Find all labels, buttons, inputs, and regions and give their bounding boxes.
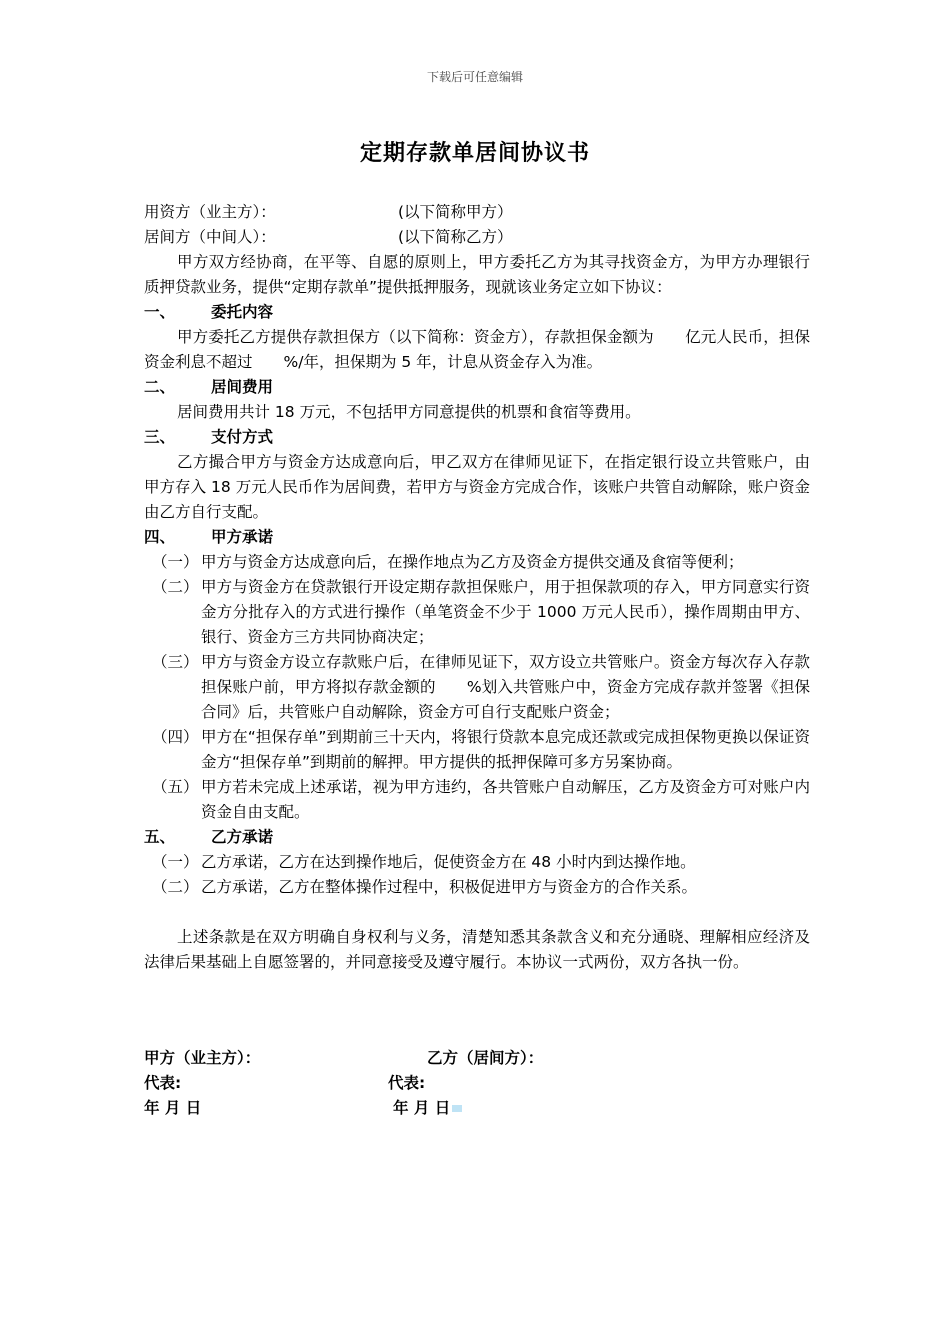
text-cursor-icon bbox=[452, 1105, 462, 1112]
list-item-text: 甲方与资金方设立存款账户后，在律师见证下，双方设立共管账户。资金方每次存入存款担保账户前，甲方将拟存款金额的 %划入共管账户中，资金方完成存款并签署《担保合同》后，共管账户自动解除，资金方可自行支配账户资金； bbox=[201, 653, 810, 721]
list-item bbox=[144, 550, 810, 575]
section-title: 乙方承诺 bbox=[211, 828, 274, 846]
signature-dates bbox=[144, 1096, 810, 1121]
section-heading bbox=[144, 525, 810, 550]
party-b-line bbox=[144, 225, 810, 250]
section-title: 委托内容 bbox=[211, 303, 274, 321]
party-b-date: 年 月 日 bbox=[393, 1099, 451, 1117]
list-item-text: 甲方若未完成上述承诺，视为甲方违约，各共管账户自动解压，乙方及资金方可对账户内资金自由支配。 bbox=[201, 778, 810, 821]
list-item-number: （三） bbox=[152, 653, 199, 671]
signature-representatives bbox=[144, 1071, 810, 1096]
closing-paragraph: 上述条款是在双方明确自身权利与义务，清楚知悉其条款含义和充分通晓、理解相应经济及法律后果基础上自愿签署的，并同意接受及遵守履行。本协议一式两份，双方各执一份。 bbox=[144, 928, 810, 971]
list-item-number: （五） bbox=[152, 778, 199, 796]
list-item bbox=[144, 650, 810, 725]
section-heading bbox=[144, 425, 810, 450]
signature-parties bbox=[144, 1046, 810, 1071]
list-item-number: （四） bbox=[152, 728, 199, 746]
list-item-number: （二） bbox=[152, 878, 199, 896]
party-b-representative: 代表: bbox=[388, 1074, 426, 1092]
list-item-text: 甲方与资金方达成意向后，在操作地点为乙方及资金方提供交通及食宿等便利； bbox=[201, 553, 744, 571]
party-a-alias: (以下简称甲方） bbox=[398, 203, 513, 221]
section-paragraph: 乙方撮合甲方与资金方达成意向后，甲乙双方在律师见证下，在指定银行设立共管账户，由甲方存入 18 万元人民币作为居间费，若甲方与资金方完成合作，该账户共管自动解除，账户资金由乙方自行支配。 bbox=[144, 453, 810, 521]
header-note: 下载后可任意编辑 bbox=[426, 70, 523, 84]
section-heading bbox=[144, 300, 810, 325]
section-title: 居间费用 bbox=[211, 378, 274, 396]
list-item-text: 甲方在“担保存单”到期前三十天内，将银行贷款本息完成还款或完成担保物更换以保证资金方“担保存单”到期前的解押。甲方提供的抵押保障可多方另案协商。 bbox=[201, 728, 810, 771]
section-number: 一、 bbox=[144, 303, 176, 321]
section-heading bbox=[144, 375, 810, 400]
section-paragraph: 甲方委托乙方提供存款担保方（以下简称：资金方），存款担保金额为 亿元人民币，担保资金利息不超过 %/年，担保期为 5 年，计息从资金存入为准。 bbox=[144, 328, 810, 371]
party-a-label: 用资方（业主方）： bbox=[144, 203, 276, 221]
section-number: 五、 bbox=[144, 828, 176, 846]
list-item bbox=[144, 850, 810, 875]
section-title: 甲方承诺 bbox=[211, 528, 274, 546]
list-item bbox=[144, 775, 810, 825]
list-item-text: 乙方承诺，乙方在达到操作地后，促使资金方在 48 小时内到达操作地。 bbox=[201, 853, 696, 871]
list-item-text: 甲方与资金方在贷款银行开设定期存款担保账户，用于担保款项的存入，甲方同意实行资金方分批存入的方式进行操作（单笔资金不少于 1000 万元人民币），操作周期由甲方、银行、资金方三方共同协商决定； bbox=[201, 578, 810, 646]
signature-block bbox=[144, 1046, 810, 1121]
document-body bbox=[144, 200, 810, 975]
party-a-date: 年 月 日 bbox=[144, 1099, 202, 1117]
party-a-signature-label: 甲方（业主方）： bbox=[144, 1049, 261, 1067]
section-title: 支付方式 bbox=[211, 428, 274, 446]
list-item-number: （一） bbox=[152, 853, 199, 871]
party-b-signature-label: 乙方（居间方）： bbox=[427, 1049, 544, 1067]
list-item bbox=[144, 725, 810, 775]
list-item-number: （一） bbox=[152, 553, 199, 571]
party-a-representative: 代表: bbox=[144, 1074, 182, 1092]
party-b-date-wrap bbox=[393, 1096, 462, 1121]
section-number: 二、 bbox=[144, 378, 176, 396]
party-a-line bbox=[144, 200, 810, 225]
party-b-alias: (以下简称乙方） bbox=[398, 228, 513, 246]
section-number: 四、 bbox=[144, 528, 176, 546]
list-item bbox=[144, 875, 810, 900]
list-item-number: （二） bbox=[152, 578, 199, 596]
list-item-text: 乙方承诺，乙方在整体操作过程中，积极促进甲方与资金方的合作关系。 bbox=[201, 878, 698, 896]
section-heading bbox=[144, 825, 810, 850]
list-item bbox=[144, 575, 810, 650]
section-number: 三、 bbox=[144, 428, 176, 446]
document-title: 定期存款单居间协议书 bbox=[359, 141, 590, 166]
intro-paragraph: 甲方双方经协商，在平等、自愿的原则上，甲方委托乙方为其寻找资金方，为甲方办理银行质押贷款业务，提供“定期存款单”提供抵押服务，现就该业务定立如下协议： bbox=[144, 253, 810, 296]
party-b-label: 居间方（中间人）： bbox=[144, 228, 276, 246]
section-paragraph: 居间费用共计 18 万元，不包括甲方同意提供的机票和食宿等费用。 bbox=[177, 403, 641, 421]
